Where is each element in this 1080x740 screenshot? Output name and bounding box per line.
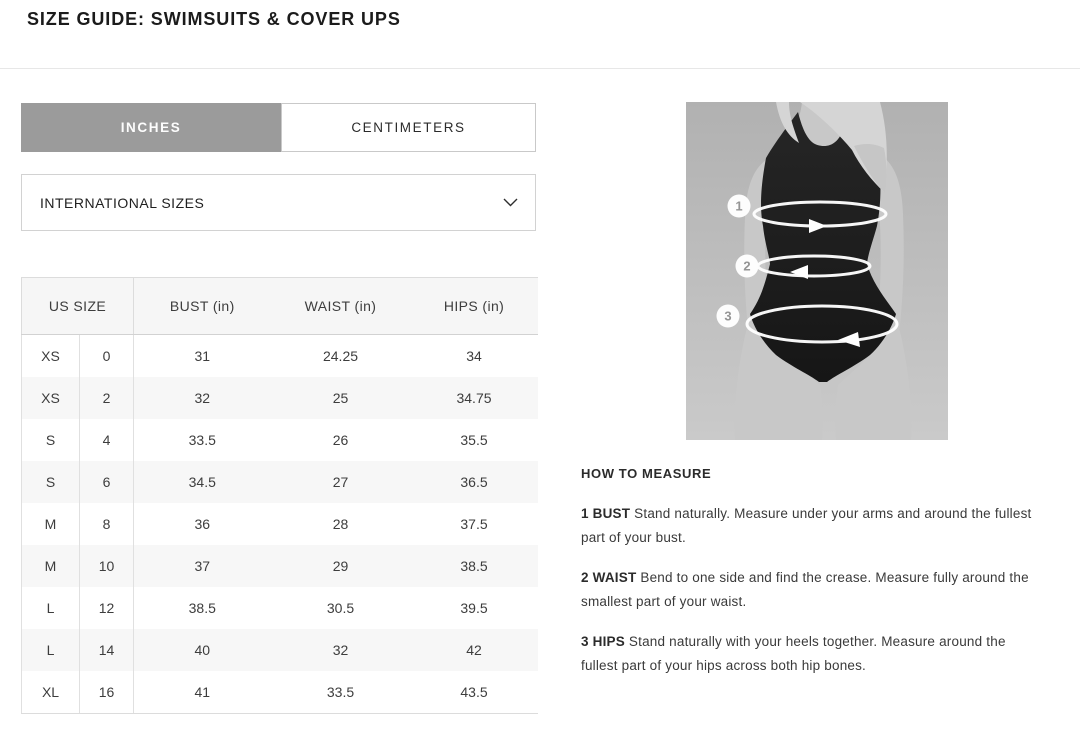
table-row [22, 503, 538, 545]
measure-steps [581, 502, 1040, 678]
bust-cell: 32 [194, 390, 211, 406]
waist-cell: 33.5 [271, 671, 411, 714]
marker-3-label: 3 [724, 308, 732, 324]
hips-cell: 43.5 [411, 671, 538, 714]
table-row [22, 671, 538, 714]
waist-cell: 28 [332, 516, 349, 532]
measure-step-lead: 2 WAIST [581, 570, 637, 585]
table-row [22, 419, 538, 461]
bust-cell: 37 [194, 558, 211, 574]
table-row [22, 335, 538, 378]
us-size-letter-cell: L [22, 587, 80, 629]
size-chart-table [21, 277, 538, 714]
us-size-number-cell: 14 [80, 629, 134, 671]
bust-cell: 33.5 [188, 432, 216, 448]
us-size-number-cell: 4 [80, 419, 134, 461]
size-table-body [22, 335, 538, 714]
bust-cell: 31 [194, 348, 211, 364]
bust-cell: 36 [194, 516, 211, 532]
us-size-number-cell: 6 [80, 461, 134, 503]
us-size-letter-cell: XS [22, 335, 80, 378]
tab-inches[interactable]: INCHES [21, 103, 281, 152]
measure-step [581, 566, 1040, 614]
col-header-waist: WAIST (in) [271, 278, 411, 335]
us-size-letter-cell: S [22, 419, 80, 461]
bust-cell: 41 [134, 671, 271, 714]
international-sizes-dropdown[interactable] [21, 174, 536, 231]
marker-2-label: 2 [743, 258, 751, 274]
how-to-measure-section [581, 466, 1040, 694]
measure-step-lead: 3 HIPS [581, 634, 625, 649]
dropdown-label: INTERNATIONAL SIZES [40, 194, 205, 211]
hips-cell: 39.5 [460, 600, 488, 616]
us-size-number-cell: 16 [80, 671, 134, 714]
hips-cell: 36.5 [460, 474, 488, 490]
col-header-bust: BUST (in) [134, 278, 271, 335]
marker-1-label: 1 [735, 198, 743, 214]
header-divider [0, 68, 1080, 69]
table-row [22, 377, 538, 419]
hips-cell: 37.5 [460, 516, 488, 532]
us-size-number-cell: 12 [80, 587, 134, 629]
measurement-model-photo [686, 102, 948, 440]
measure-step-text: Stand naturally with your heels together. Measure around the fullest part of your hips across both hip bones. [581, 634, 1006, 673]
table-row [22, 629, 538, 671]
measure-step [581, 630, 1040, 678]
us-size-number-cell: 8 [80, 503, 134, 545]
measure-step-text: Bend to one side and find the crease. Measure fully around the smallest part of your waist. [581, 570, 1029, 609]
us-size-number-cell: 0 [80, 335, 134, 378]
tab-centimeters[interactable]: CENTIMETERS [281, 103, 536, 152]
measure-step-text: Stand naturally. Measure under your arms and around the fullest part of your bust. [581, 506, 1032, 545]
chevron-down-icon [503, 198, 518, 207]
hips-cell: 35.5 [460, 432, 488, 448]
bust-cell: 40 [194, 642, 211, 658]
waist-cell: 26 [332, 432, 349, 448]
us-size-letter-cell: XS [22, 377, 80, 419]
measure-step-lead: 1 BUST [581, 506, 631, 521]
us-size-letter-cell: M [22, 503, 80, 545]
us-size-number-cell: 2 [80, 377, 134, 419]
hips-cell: 42 [466, 642, 482, 658]
hips-cell: 34 [466, 348, 482, 364]
how-to-measure-heading: HOW TO MEASURE [581, 466, 712, 481]
page-title: SIZE GUIDE: SWIMSUITS & COVER UPS [27, 9, 401, 29]
hips-cell: 34.75 [456, 390, 492, 406]
waist-cell: 32 [332, 642, 349, 658]
measure-step [581, 502, 1040, 550]
table-header-row [22, 278, 538, 335]
col-header-hips: HIPS (in) [411, 278, 538, 335]
table-row [22, 545, 538, 587]
table-row [22, 461, 538, 503]
waist-cell: 30.5 [326, 600, 355, 616]
waist-cell: 29 [332, 558, 349, 574]
us-size-number-cell: 10 [80, 545, 134, 587]
col-header-us-size: US SIZE [22, 278, 134, 335]
table-row [22, 587, 538, 629]
us-size-letter-cell: S [22, 461, 80, 503]
us-size-letter-cell: XL [22, 671, 80, 714]
us-size-letter-cell: M [22, 545, 80, 587]
bust-cell: 34.5 [188, 474, 216, 490]
waist-cell: 24.25 [322, 348, 359, 364]
us-size-letter-cell: L [22, 629, 80, 671]
bust-cell: 38.5 [188, 600, 216, 616]
unit-tabs [21, 103, 536, 152]
hips-cell: 38.5 [460, 558, 488, 574]
model-figure-svg [686, 102, 948, 440]
waist-cell: 27 [332, 474, 349, 490]
waist-cell: 25 [332, 390, 349, 406]
